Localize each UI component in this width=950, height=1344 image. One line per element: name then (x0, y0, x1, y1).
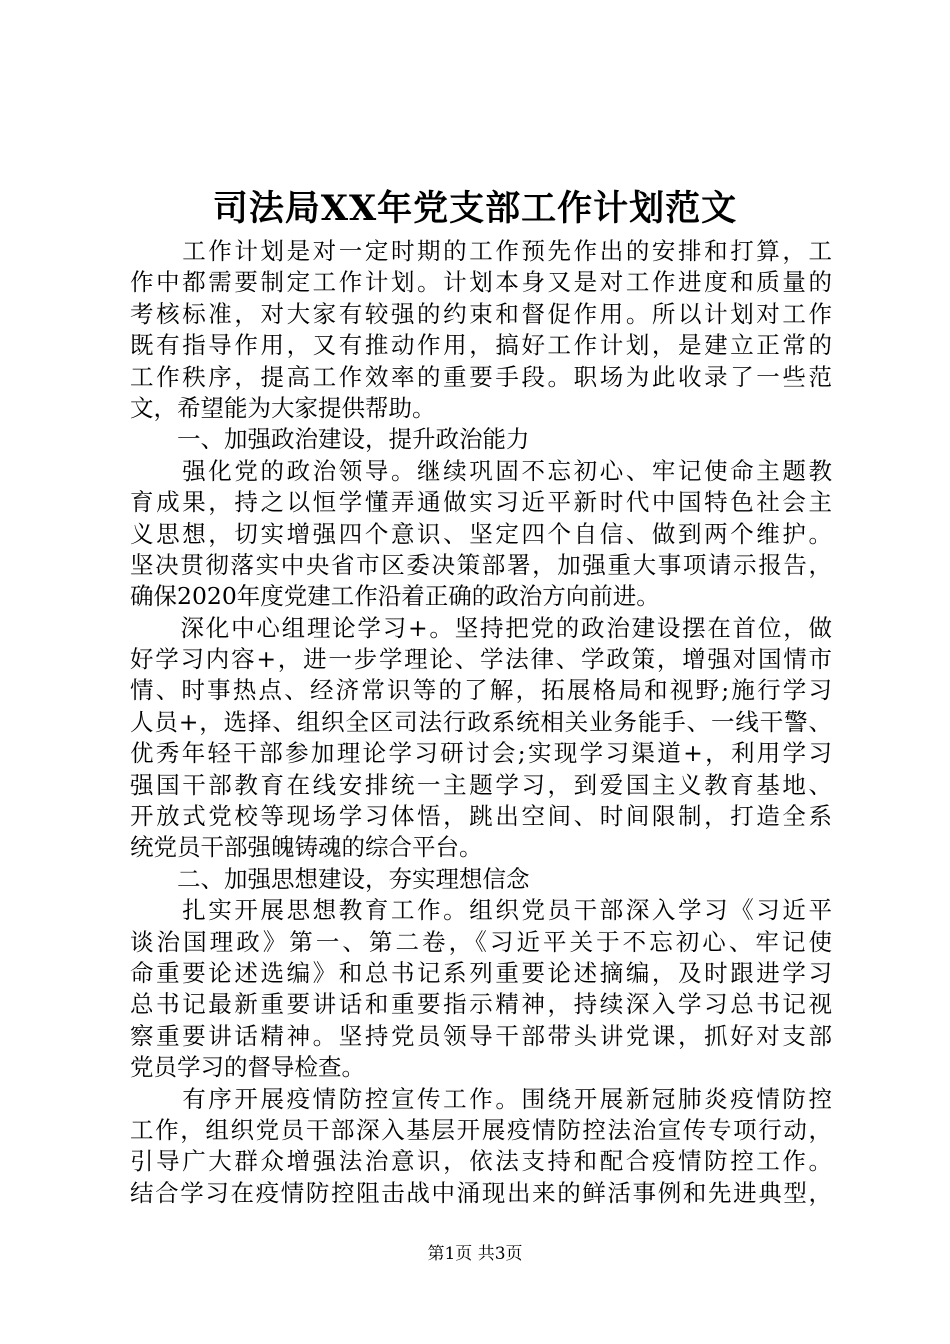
text-line: 强国干部教育在线安排统一主题学习，到爱国主义教育基地、 (130, 770, 832, 799)
text-line: 考核标准，对大家有较强的约束和督促作用。所以计划对工作 (130, 299, 832, 328)
text-line: 有序开展疫情防控宣传工作。围绕开展新冠肺炎疫情防控 (130, 1084, 832, 1113)
document-body (130, 236, 832, 1209)
document-title: 司法局XX年党支部工作计划范文 (212, 188, 738, 229)
text-line: 深化中心组理论学习+。坚持把党的政治建设摆在首位，做 (130, 613, 832, 642)
text-line: 党员学习的督导检查。 (130, 1053, 365, 1082)
text-line: 察重要讲话精神。坚持党员领导干部带头讲党课，抓好对支部 (130, 1021, 832, 1050)
text-line: 作中都需要制定工作计划。计划本身又是对工作进度和质量的 (130, 268, 832, 297)
text-line: 总书记最新重要讲话和重要指示精神，持续深入学习总书记视 (130, 990, 832, 1019)
text-line: 坚决贯彻落实中央省市区委决策部署，加强重大事项请示报告， (130, 550, 832, 579)
text-line: 一、加强政治建设，提升政治能力 (130, 425, 530, 454)
text-line: 确保2020年度党建工作沿着正确的政治方向前进。 (130, 582, 660, 611)
text-line: 工作计划是对一定时期的工作预先作出的安排和打算，工 (130, 237, 832, 265)
text-line: 育成果，持之以恒学懂弄通做实习近平新时代中国特色社会主 (130, 488, 832, 517)
text-line: 引导广大群众增强法治意识，依法支持和配合疫情防控工作。 (130, 1147, 832, 1176)
text-line: 人员+，选择、组织全区司法行政系统相关业务能手、一线干警、 (130, 707, 832, 736)
text-line: 开放式党校等现场学习体悟，跳出空间、时间限制，打造全系 (130, 802, 832, 831)
page-footer: 第1页 共3页 (427, 1244, 523, 1264)
text-line: 工作，组织党员干部深入基层开展疫情防控法治宣传专项行动， (130, 1115, 832, 1144)
text-line: 二、加强思想建设，夯实理想信念 (130, 864, 530, 893)
text-line: 文，希望能为大家提供帮助。 (130, 393, 436, 422)
text-line: 统党员干部强魄铸魂的综合平台。 (130, 833, 483, 862)
text-line: 命重要论述选编》和总书记系列重要论述摘编，及时跟进学习 (130, 958, 832, 987)
text-line: 工作秩序，提高工作效率的重要手段。职场为此收录了一些范 (130, 362, 832, 391)
text-line: 好学习内容+，进一步学理论、学法律、学政策，增强对国情市 (130, 645, 832, 674)
text-line: 情、时事热点、经济常识等的了解，拓展格局和视野;施行学习 (130, 676, 832, 705)
text-line: 扎实开展思想教育工作。组织党员干部深入学习《习近平 (130, 896, 832, 925)
text-line: 优秀年轻干部参加理论学习研讨会;实现学习渠道+，利用学习 (130, 739, 832, 768)
text-line: 义思想，切实增强四个意识、坚定四个自信、做到两个维护。 (130, 519, 832, 548)
text-line: 结合学习在疫情防控阻击战中涌现出来的鲜活事例和先进典型， (130, 1178, 832, 1207)
text-line: 强化党的政治领导。继续巩固不忘初心、牢记使命主题教 (130, 456, 832, 485)
text-line: 谈治国理政》第一、第二卷，《习近平关于不忘初心、牢记使 (130, 927, 832, 956)
text-line: 既有指导作用，又有推动作用，搞好工作计划，是建立正常的 (130, 331, 832, 360)
